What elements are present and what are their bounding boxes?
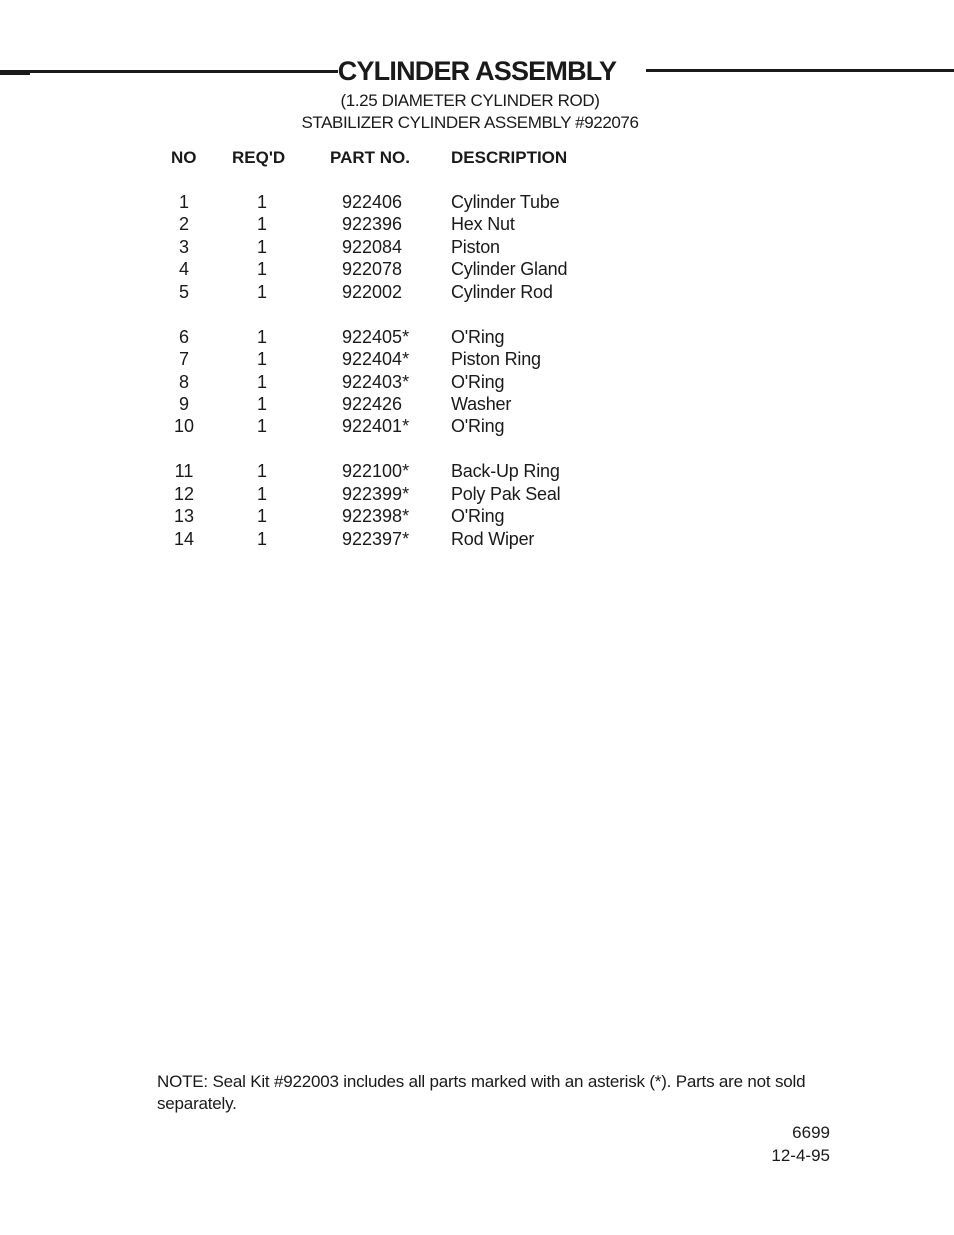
cell-description: Piston [451, 237, 500, 257]
cell-part-no: 922406 [342, 192, 403, 212]
cell-reqd: 1 [256, 214, 267, 234]
cell-reqd: 1 [256, 461, 267, 481]
cell-no: 7 [178, 349, 189, 369]
cell-reqd: 1 [256, 372, 267, 392]
cell-part-no: 922426 [342, 394, 403, 414]
cell-description: Piston Ring [451, 349, 541, 369]
column-header-no: NO [171, 148, 197, 167]
table-row [0, 460, 954, 482]
cell-reqd: 1 [256, 259, 267, 279]
column-header-description: DESCRIPTION [451, 148, 568, 167]
cell-part-no: 922398* [342, 506, 410, 526]
cell-no: 6 [178, 327, 189, 347]
cell-part-no: 922404* [342, 349, 410, 369]
cell-description: Hex Nut [451, 214, 515, 234]
document-number: 6699 [792, 1123, 830, 1142]
cell-reqd: 1 [256, 349, 267, 369]
cell-description: O'Ring [451, 416, 505, 436]
cell-part-no: 922397* [342, 529, 410, 549]
table-row [0, 483, 954, 505]
cell-no: 3 [178, 237, 189, 257]
page-subtitle-diameter: (1.25 DIAMETER CYLINDER ROD) [340, 91, 600, 110]
table-row [0, 281, 954, 303]
table-row [0, 528, 954, 550]
cell-description: Rod Wiper [451, 529, 535, 549]
table-row [0, 236, 954, 258]
cell-reqd: 1 [256, 416, 267, 436]
column-header-reqd: REQ'D [232, 148, 286, 167]
cell-reqd: 1 [256, 327, 267, 347]
cell-description: Cylinder Tube [451, 192, 560, 212]
cell-part-no: 922100* [342, 461, 410, 481]
cell-reqd: 1 [256, 237, 267, 257]
cell-no: 12 [173, 484, 195, 504]
cell-description: O'Ring [451, 372, 505, 392]
table-row [0, 258, 954, 280]
cell-description: O'Ring [451, 506, 505, 526]
page-subtitle-assembly: STABILIZER CYLINDER ASSEMBLY #922076 [301, 113, 639, 132]
seal-kit-note: NOTE: Seal Kit #922003 includes all parts marked with an asterisk (*). Parts are not sold separately. [157, 1072, 806, 1113]
cell-reqd: 1 [256, 506, 267, 526]
cell-description: Washer [451, 394, 512, 414]
cell-no: 8 [178, 372, 189, 392]
column-header-part-no: PART NO. [330, 148, 410, 167]
cell-part-no: 922084 [342, 237, 403, 257]
table-row [0, 191, 954, 213]
cell-reqd: 1 [256, 484, 267, 504]
cell-part-no: 922396 [342, 214, 403, 234]
cell-description: Cylinder Rod [451, 282, 553, 302]
table-row [0, 371, 954, 393]
cell-description: O'Ring [451, 327, 505, 347]
cell-reqd: 1 [256, 394, 267, 414]
cell-reqd: 1 [256, 282, 267, 302]
cell-no: 10 [173, 416, 195, 436]
cell-part-no: 922399* [342, 484, 410, 504]
cell-no: 14 [173, 529, 195, 549]
cell-no: 2 [178, 214, 189, 234]
table-row [0, 393, 954, 415]
cell-no: 4 [178, 259, 189, 279]
cell-no: 1 [178, 192, 189, 212]
table-row [0, 326, 954, 348]
table-row [0, 348, 954, 370]
cell-reqd: 1 [256, 192, 267, 212]
cell-part-no: 922002 [342, 282, 403, 302]
cell-description: Cylinder Gland [451, 259, 568, 279]
cell-part-no: 922078 [342, 259, 403, 279]
cell-no: 13 [173, 506, 195, 526]
cell-reqd: 1 [256, 529, 267, 549]
cell-no: 11 [174, 461, 194, 481]
table-row [0, 415, 954, 437]
table-row [0, 505, 954, 527]
cell-part-no: 922401* [342, 416, 410, 436]
cell-description: Poly Pak Seal [451, 484, 561, 504]
page-title: CYLINDER ASSEMBLY [337, 56, 617, 86]
document-date: 12-4-95 [771, 1146, 830, 1165]
table-row [0, 213, 954, 235]
cell-no: 9 [178, 394, 189, 414]
cell-part-no: 922403* [342, 372, 410, 392]
cell-part-no: 922405* [342, 327, 410, 347]
cell-no: 5 [178, 282, 189, 302]
cell-description: Back-Up Ring [451, 461, 560, 481]
